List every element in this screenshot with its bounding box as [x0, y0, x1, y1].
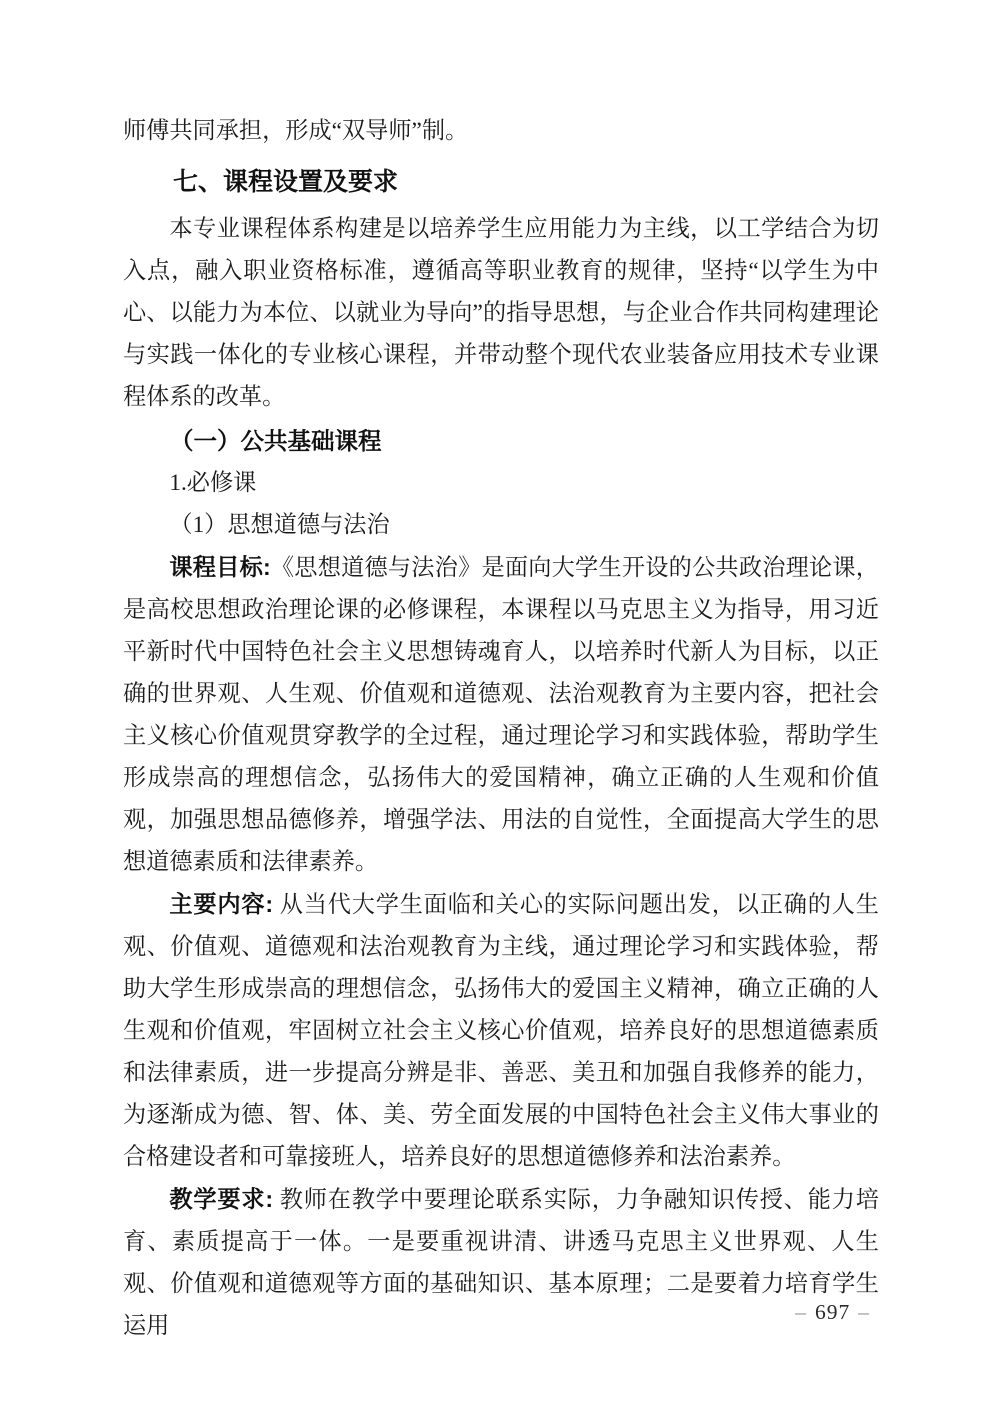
page-footer — [795, 1300, 870, 1325]
course-objectives-text: 《思想道德与法治》是面向大学生开设的公共政治理论课，是高校思想政治理论课的必修课程，本课程以马克思主义为指导，用习近平新时代中国特色社会主义思想铸魂育人，以培养时代新人为目标，以正确的世界观、人生观、价值观和道德观、法治观教育为主要内容，把社会主义核心价值观贯穿教学的全过程，通过理论学习和实践体验，帮助学生形成崇高的理想信念，弘扬伟大的爱国精神，确立正确的人生观和价值观，加强思想品德修养，增强学法、用法的自觉性，全面提高大学生的思想道德素质和法律素养。 — [123, 555, 879, 875]
subsection-heading: （一）公共基础课程 — [170, 428, 382, 454]
page-content — [123, 110, 879, 1347]
main-content-paragraph — [123, 883, 879, 1178]
main-content-label: 主要内容: — [169, 891, 274, 917]
carryover-paragraph: 师傅共同承担，形成“双导师”制。 — [123, 118, 469, 144]
teaching-requirements-text: 教师在教学中要理论联系实际，力争融知识传授、能力培育、素质提高于一体。一是要重视讲清、讲透马克思主义世界观、人生观、价值观和道德观等方面的基础知识、基本原理；二是要着力培育学生运用 — [123, 1187, 879, 1339]
teaching-requirements-paragraph — [123, 1178, 879, 1347]
main-content-text: 从当代大学生面临和关心的实际问题出发，以正确的人生观、价值观、道德观和法治观教育为主线，通过理论学习和实践体验，帮助大学生形成崇高的理想信念，弘扬伟大的爱国主义精神，确立正确的人生观和价值观，牢固树立社会主义核心价值观，培养良好的思想道德素质和法律素质，进一步提高分辨是非、善恶、美丑和加强自我修养的能力，为逐渐成为德、智、体、美、劳全面发展的中国特色社会主义伟大事业的合格建设者和可靠接班人，培养良好的思想道德修养和法治素养。 — [123, 892, 879, 1170]
page-number: 697 — [815, 1300, 851, 1324]
footer-dash-right: – — [858, 1300, 870, 1324]
required-course-item: 1.必修课 — [169, 470, 257, 496]
course-objectives-paragraph — [123, 546, 879, 883]
section-intro-paragraph: 本专业课程体系构建是以培养学生应用能力为主线，以工学结合为切入点，融入职业资格标准，遵循高等职业教育的规律，坚持“以学生为中心、以能力为本位、以就业为导向”的指导思想，与企业合作共同构建理论与实践一体化的专业核心课程，并带动整个现代农业装备应用技术专业课程体系的改革。 — [123, 216, 879, 410]
footer-dash-left: – — [795, 1300, 807, 1324]
course-objectives-label: 课程目标: — [169, 554, 271, 580]
section-heading: 七、课程设置及要求 — [173, 168, 399, 196]
course-title-item: （1）思想道德与法治 — [169, 512, 390, 538]
teaching-requirements-label: 教学要求: — [169, 1186, 274, 1212]
